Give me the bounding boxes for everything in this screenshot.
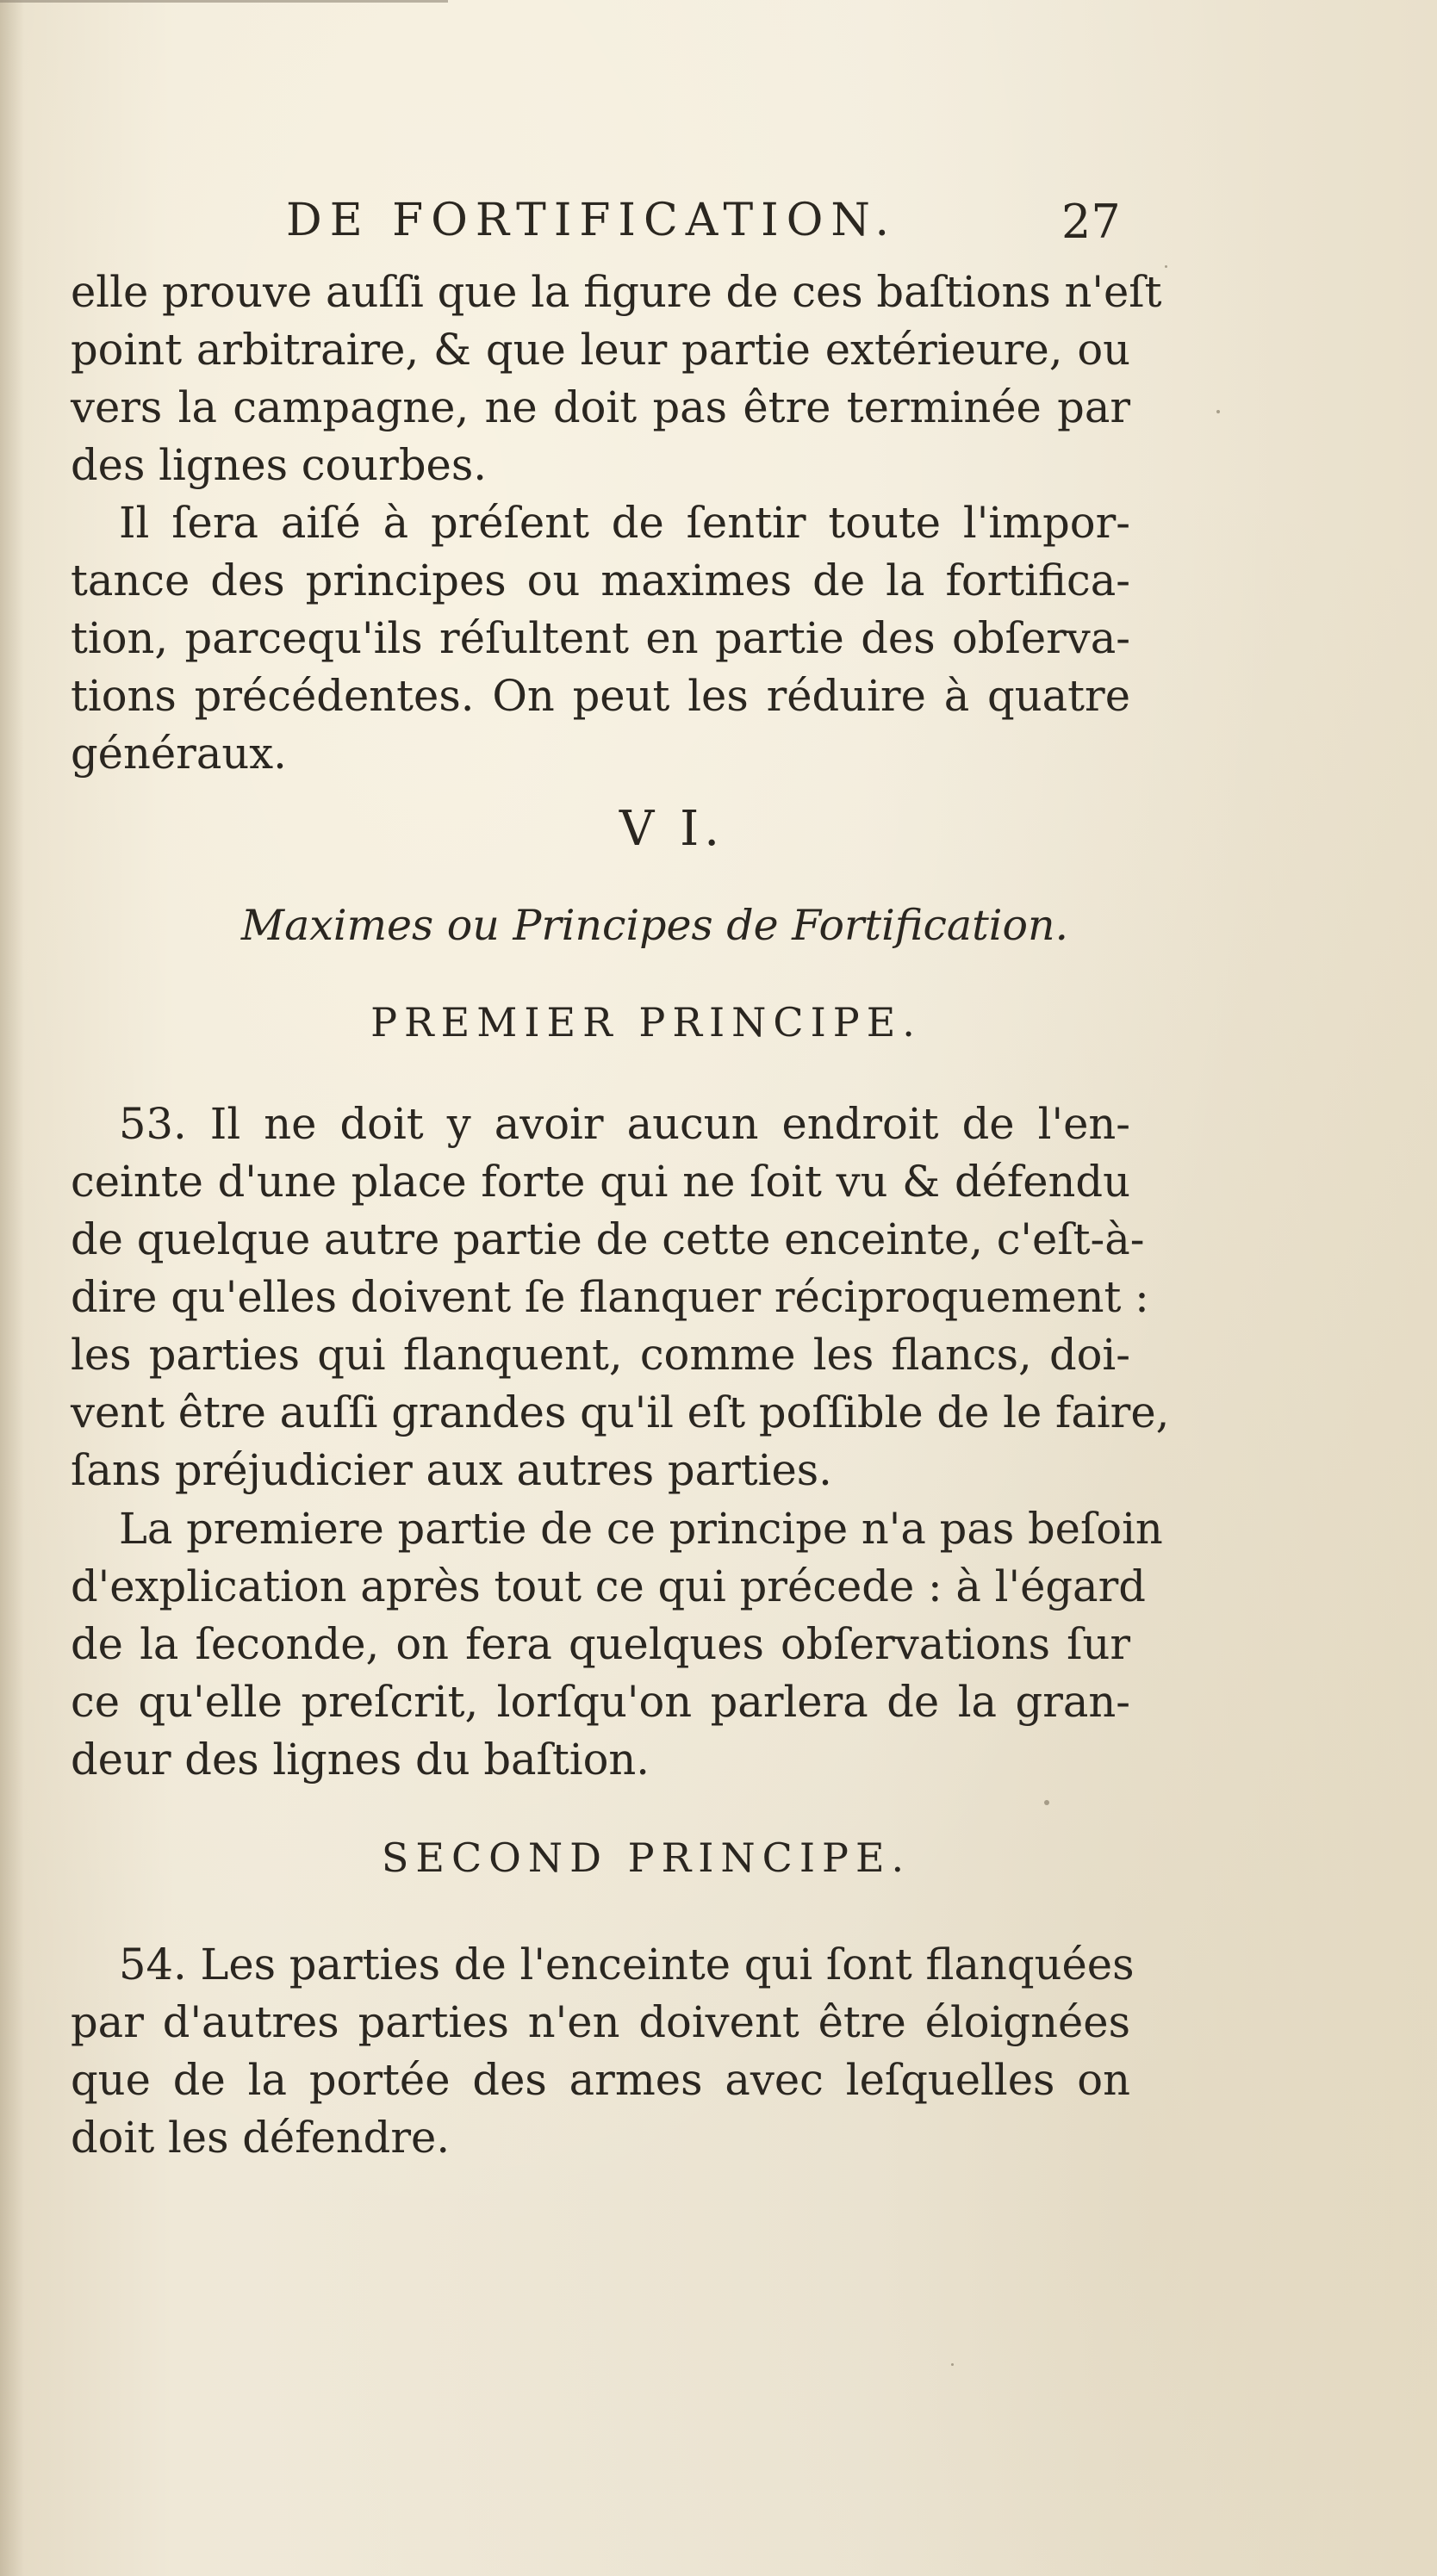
text-line: ce qu'elle preſcrit, lorſqu'on parlera de la gran-	[71, 1677, 1130, 1727]
paragraph-54	[71, 1936, 1135, 2167]
text-line: 54. Les parties de l'enceinte qui ſont flanquées	[119, 1940, 1135, 1989]
section-number: V I.	[619, 801, 725, 857]
text-line: de quelque autre partie de cette enceinte, c'eſt-à-	[71, 1214, 1145, 1264]
text-line: ſans préjudicier aux autres parties.	[71, 1445, 832, 1495]
principle-heading-second: SECOND PRINCIPE.	[381, 1834, 911, 1881]
text-line: dire qu'elles doivent ſe flanquer réciproquement :	[71, 1272, 1149, 1322]
paragraph-importance	[71, 494, 1130, 783]
paper-speck	[1216, 410, 1220, 413]
paragraph-explication	[71, 1500, 1163, 1789]
text-line: deur des lignes du baſtion.	[71, 1735, 650, 1785]
text-line: par d'autres parties n'en doivent être éloignées	[71, 1997, 1130, 2047]
page-number: 27	[1061, 195, 1121, 249]
paragraph-53	[71, 1096, 1170, 1499]
text-line: vent être auſſi grandes qu'il eſt poſſible de le faire,	[71, 1387, 1170, 1437]
text-line: tance des principes ou maximes de la fortifica-	[71, 556, 1130, 605]
running-title: DE FORTIFICATION.	[286, 195, 898, 246]
text-line: que de la portée des armes avec leſquelles on	[71, 2055, 1130, 2105]
text-line: de la ſeconde, on fera quelques obſervations ſur	[71, 1619, 1130, 1669]
text-line: doit les défendre.	[71, 2113, 451, 2163]
text-line: Il ſera aiſé à préſent de ſentir toute l'impor-	[119, 498, 1130, 548]
text-line: tions précédentes. On peut les réduire à quatre	[71, 671, 1130, 721]
text-line: vers la campagne, ne doit pas être terminée par	[71, 382, 1130, 432]
text-line: 53. Il ne doit y avoir aucun endroit de l'en-	[119, 1099, 1130, 1149]
text-line: tion, parcequ'ils réſultent en partie des obſerva-	[71, 613, 1130, 663]
paper-speck	[1165, 265, 1167, 268]
top-edge-rule	[0, 0, 448, 3]
text-line: elle prouve auſſi que la figure de ces baſtions n'eſt	[71, 267, 1162, 317]
paper-speck	[1044, 1800, 1049, 1805]
running-head	[0, 195, 1437, 264]
section-title: Maximes ou Principes de Fortification.	[240, 901, 1069, 950]
paper-speck	[951, 2363, 954, 2366]
text-line: des lignes courbes.	[71, 440, 487, 490]
principle-heading-first: PREMIER PRINCIPE.	[370, 999, 922, 1046]
text-line: point arbitraire, & que leur partie extérieure, ou	[71, 325, 1130, 375]
page-gutter-shadow	[0, 0, 24, 2576]
text-line: les parties qui flanquent, comme les flancs, doi-	[71, 1330, 1130, 1380]
paragraph-continuation	[71, 264, 1162, 494]
text-line: généraux.	[71, 729, 287, 779]
text-line: La premiere partie de ce principe n'a pas beſoin	[119, 1504, 1163, 1554]
text-line: d'explication après tout ce qui précede : à l'égard	[71, 1561, 1146, 1611]
text-line: ceinte d'une place forte qui ne ſoit vu & défendu	[71, 1157, 1130, 1207]
